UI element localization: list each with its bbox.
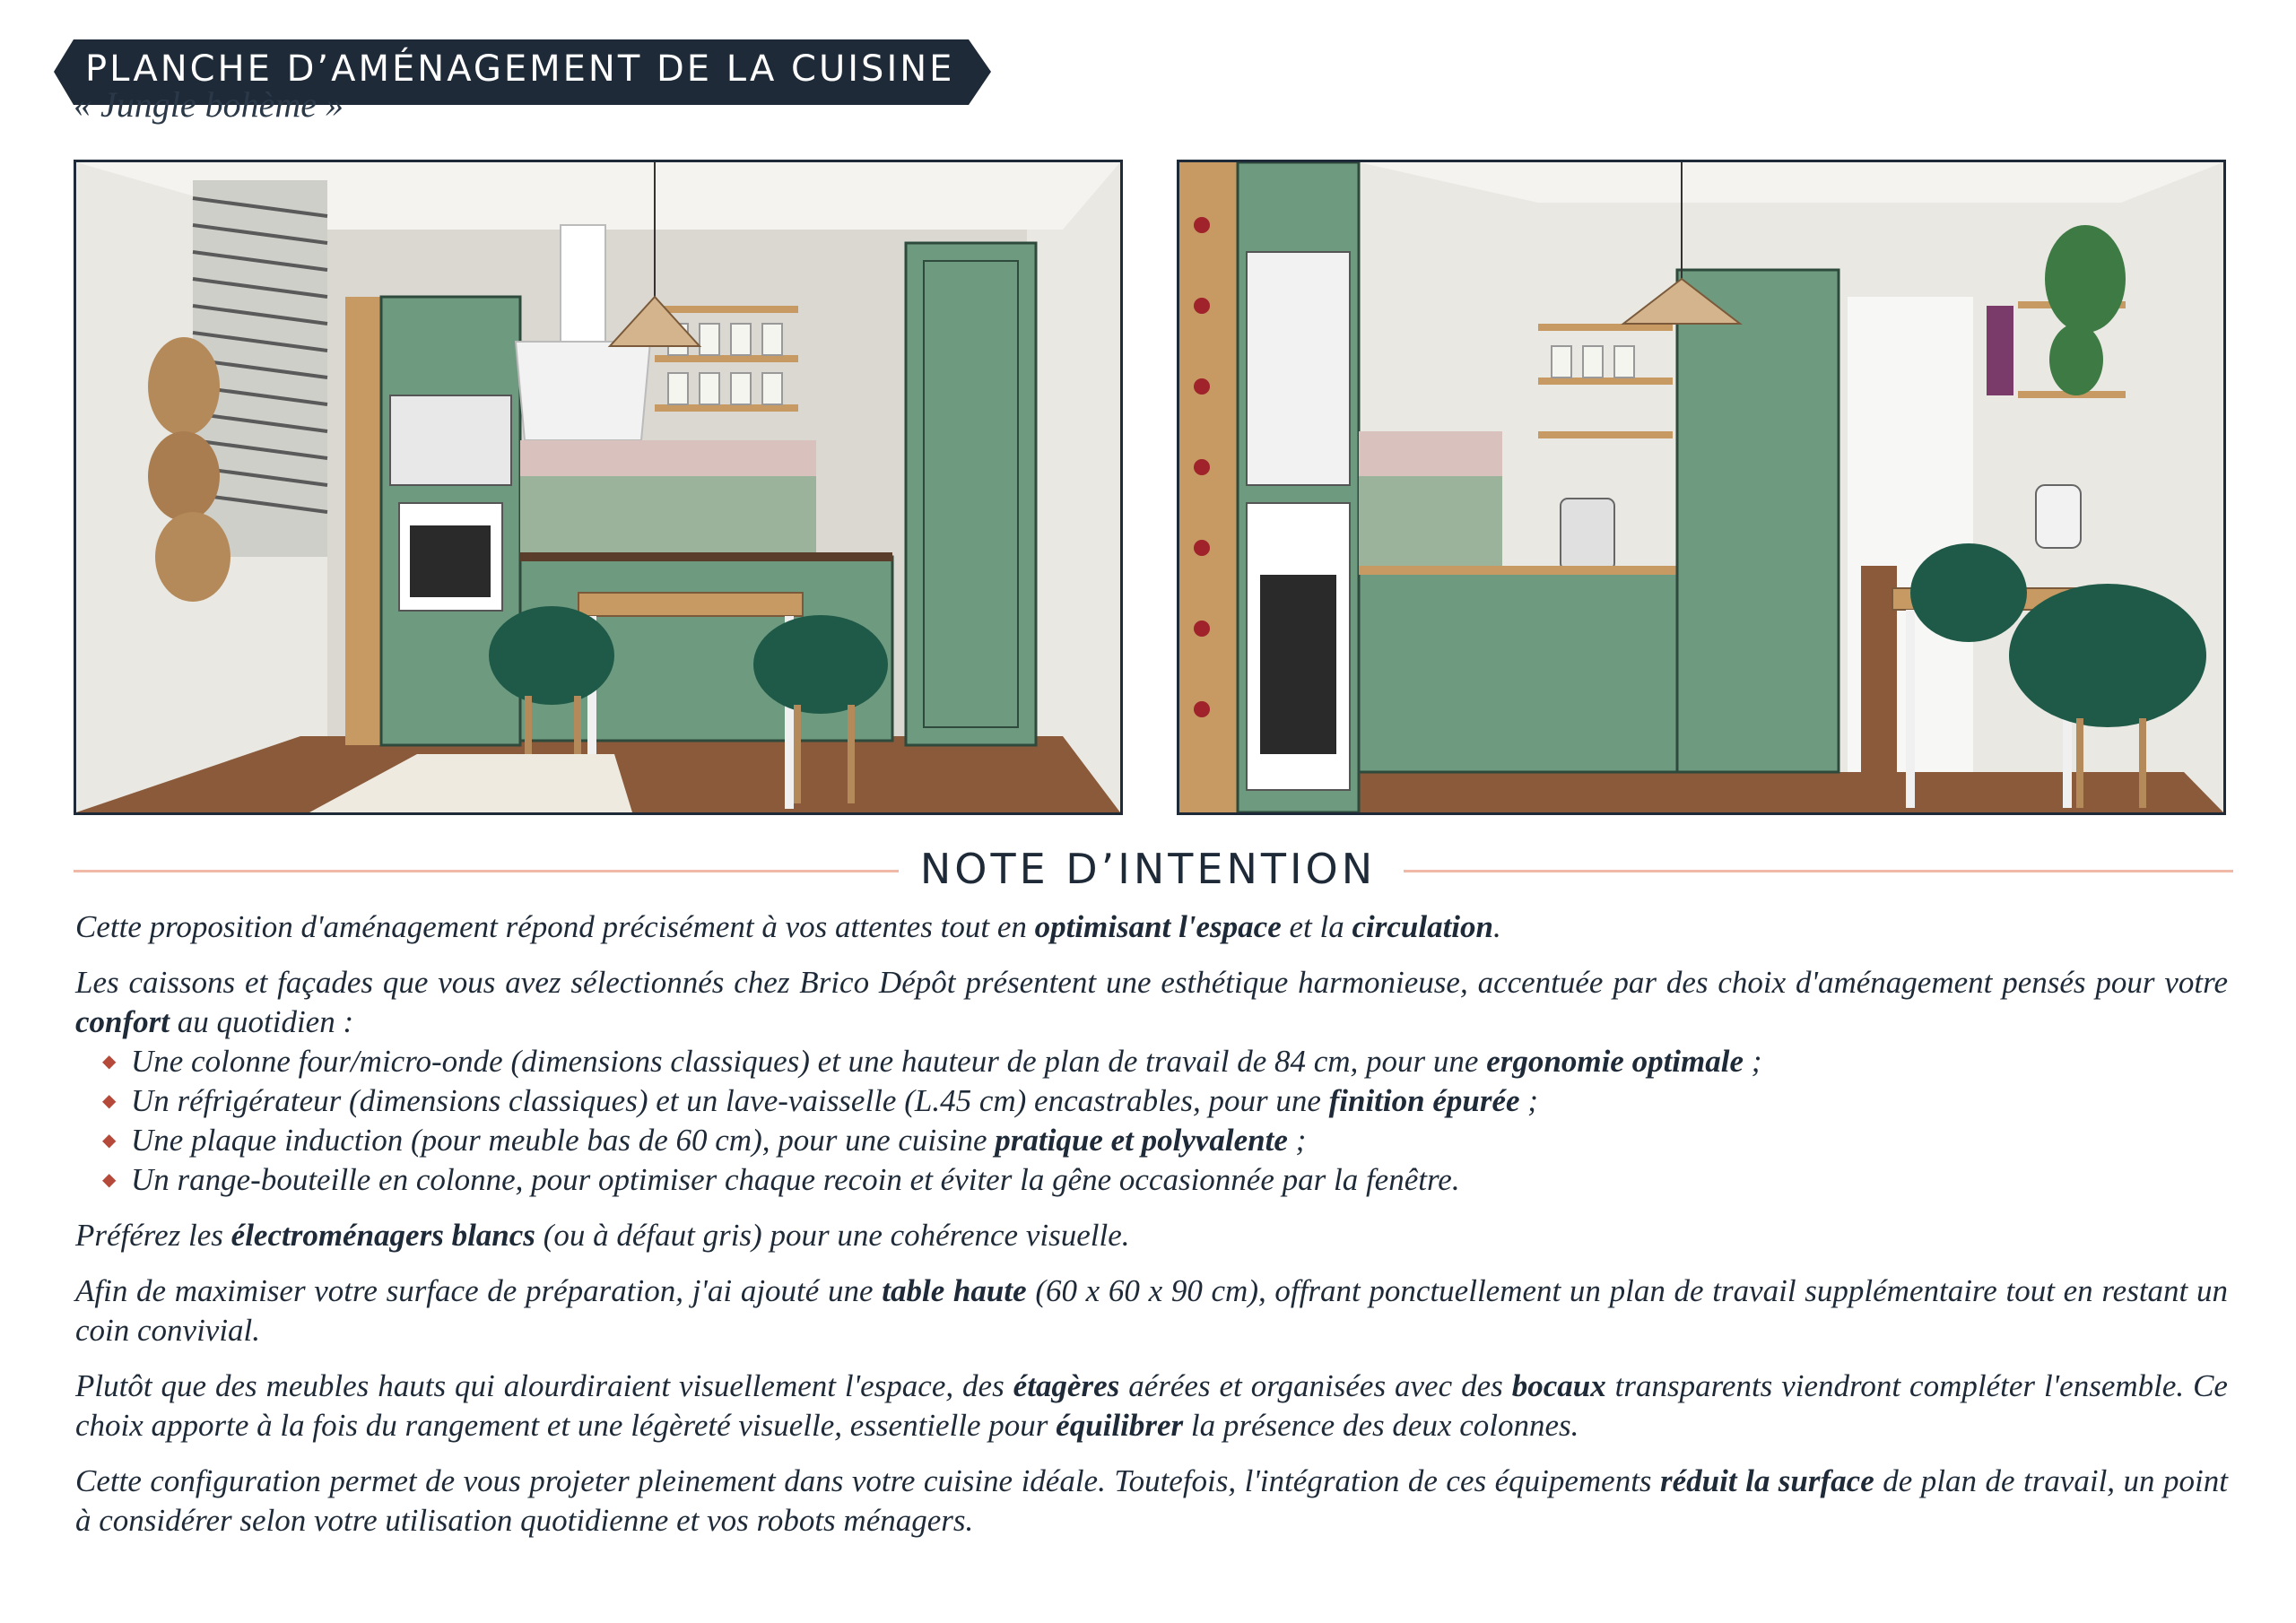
emphasis: étagères — [1013, 1368, 1120, 1403]
list-item — [102, 1121, 2228, 1160]
page-subtitle: « Jungle bohème » — [74, 84, 344, 125]
feature-list — [75, 1042, 2228, 1200]
emphasis: électroménagers blancs — [230, 1218, 535, 1253]
text-span: Une colonne four/micro-onde (dimensions classiques) et une hauteur de plan de travail de 84 cm, pour une — [131, 1044, 1487, 1079]
text-span: ; — [1744, 1044, 1762, 1079]
paragraph-conclusion — [75, 1462, 2228, 1541]
text-span: Afin de maximiser votre surface de préparation, j'ai ajouté une — [75, 1273, 883, 1308]
paragraph-table — [75, 1271, 2228, 1350]
paragraph-appliances — [75, 1216, 2228, 1255]
text-span: la présence des deux colonnes. — [1183, 1408, 1579, 1443]
section-heading: NOTE D’INTENTION — [919, 845, 1377, 893]
text-span: aérées et organisées avec des — [1119, 1368, 1512, 1403]
text-span: Cette proposition d'aménagement répond précisément à vos attentes tout en — [75, 909, 1035, 944]
paragraph-cabinets — [75, 963, 2228, 1042]
text-span: ; — [1519, 1083, 1538, 1118]
text-span: Une plaque induction (pour meuble bas de 60 cm), pour une cuisine — [131, 1123, 996, 1158]
paragraph-shelves — [75, 1367, 2228, 1445]
text-span: de plan de travail, un point à considérer selon votre utilisation quotidienne et vos robots ménagers. — [75, 1463, 2228, 1538]
list-item — [102, 1081, 2228, 1121]
text-span: Les caissons et façades que vous avez sélectionnés chez Brico Dépôt présentent une esthétique harmonieuse, accentuée par des choix d'aménagement pensés pour votre — [75, 965, 2228, 1000]
emphasis: équilibrer — [1056, 1408, 1184, 1443]
text-span: transparents viendront compléter l'ensemble. Ce choix apporte à la fois du rangement et une légèreté visuelle, essentielle pour — [75, 1368, 2228, 1443]
emphasis: finition épurée — [1328, 1083, 1520, 1118]
note-body — [75, 907, 2228, 1557]
kitchen-illustration-left — [76, 162, 1120, 812]
text-span: au quotidien : — [170, 1004, 354, 1039]
paragraph-intro — [75, 907, 2228, 947]
text-span: Plutôt que des meubles hauts qui alourdiraient visuellement l'espace, des — [75, 1368, 1013, 1403]
emphasis: réduit la surface — [1660, 1463, 1874, 1498]
emphasis: confort — [75, 1004, 170, 1039]
emphasis: ergonomie optimale — [1486, 1044, 1744, 1079]
text-span: Un réfrigérateur (dimensions classiques) et un lave-vaisselle (L.45 cm) encastrables, pour une — [131, 1083, 1329, 1118]
emphasis: pratique et polyvalente — [995, 1123, 1288, 1158]
emphasis: bocaux — [1511, 1368, 1606, 1403]
text-span: et la — [1281, 909, 1352, 944]
kitchen-illustration-right — [1179, 162, 2223, 812]
page-title: PLANCHE D’AMÉNAGEMENT DE LA CUISINE — [85, 48, 955, 90]
text-span: (60 x 60 x 90 cm), offrant ponctuellement un plan de travail supplémentaire tout en restant un coin convivial. — [75, 1273, 2228, 1348]
text-span: Cette configuration permet de vous projeter pleinement dans votre cuisine idéale. Toutefois, l'intégration de ces équipements — [75, 1463, 1661, 1498]
kitchen-render-left — [74, 160, 1123, 815]
text-span: . — [1493, 909, 1501, 944]
text-span: (ou à défaut gris) pour une cohérence visuelle. — [535, 1218, 1130, 1253]
text-span: Préférez les — [75, 1218, 231, 1253]
emphasis: optimisant l'espace — [1034, 909, 1282, 944]
emphasis: circulation — [1352, 909, 1494, 944]
kitchen-render-right — [1177, 160, 2226, 815]
text-span: Un range-bouteille en colonne, pour optimiser chaque recoin et éviter la gêne occasionnée par la fenêtre. — [131, 1162, 1460, 1197]
emphasis: table haute — [882, 1273, 1027, 1308]
list-item — [102, 1160, 2228, 1200]
text-span: ; — [1287, 1123, 1307, 1158]
list-item — [102, 1042, 2228, 1081]
